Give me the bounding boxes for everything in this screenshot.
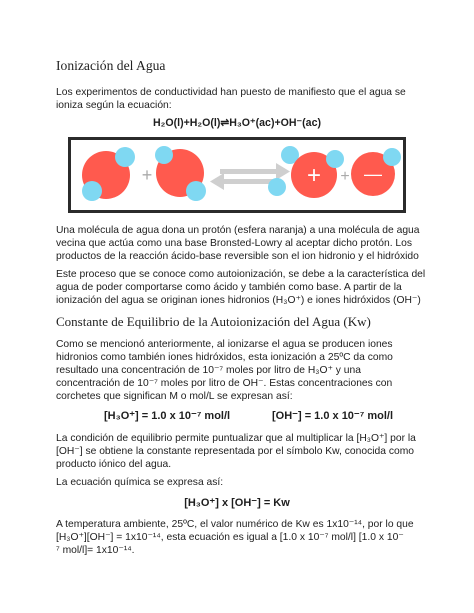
paragraph-4-line-1: La condición de equilibrio permite puntualizar que al multiplicar la [H₃O⁺] por la [56,433,416,444]
paragraph-3-line-1: Como se mencionó anteriormente, al ionizarse el agua se producen iones [56,339,393,350]
hydrogen-atom-4 [383,148,401,166]
paragraph-6-line-1: A temperatura ambiente, 25ºC, el valor numérico de Kw es 1x10⁻¹⁴, por lo que [56,519,414,530]
paragraph-1-line-3: productos de la reacción ácido-base reversible son el ion hidronio y el hidróxido [56,251,419,262]
autoionization-illustration [68,137,406,213]
paragraph-2-line-3: ionización del agua se originan iones hidronios (H₃O⁺) e iones hidróxidos (OH⁻) [56,295,421,306]
intro-line-2: ioniza según la ecuación: [56,100,172,111]
paragraph-1-line-2: vecina que actúa como una base Bronsted-Lowry al aceptar dicho protón. Los [56,238,413,249]
plus-sign-1: + [141,165,153,185]
section-heading-kw: Constante de Equilibrio de la Autoionización del Agua (Kw) [56,314,371,329]
paragraph-3-line-5: corchetes que significan M o mol/L se expresan así: [56,391,293,402]
hydroxide-concentration: [OH⁻] = 1.0 x 10⁻⁷ mol/l [272,410,393,422]
paragraph-6-line-2: [H₃O⁺][OH⁻] = 1x10⁻¹⁴, esta ecuación es igual a [1.0 x 10⁻⁷ mol/l] [1.0 x 10⁻ [56,532,404,543]
intro-line-1: Los experimentos de conductividad han puesto de manifiesto que el agua se [56,87,406,98]
forward-arrow-shaft [220,169,276,174]
paragraph-5: La ecuación química se expresa así: [56,477,224,488]
hydrogen-atom-3b [268,178,286,196]
paragraph-6-line-3: ⁷ mol/l]= 1x10⁻¹⁴. [56,545,135,556]
paragraph-4-line-3: producto iónico del agua. [56,459,172,470]
hydronium-concentration: [H₃O⁺] = 1.0 x 10⁻⁷ mol/l [104,410,231,422]
kw-equation: [H₃O⁺] x [OH⁻] = Kw [184,497,290,509]
hydrogen-atom-2a [155,146,173,164]
paragraph-4-line-2: [OH⁻] se obtiene la constante representada por el símbolo Kw, conocida como [56,446,415,457]
ionization-equation: H₂O(l)+H₂O(l)⇌H₃O⁺(ac)+OH⁻(ac) [153,117,321,129]
hydrogen-atom-2b [186,181,206,201]
hydrogen-atom-3c [326,150,344,168]
hydrogen-atom-1b [82,181,102,201]
paragraph-2-line-1: Este proceso que se conoce como autoionización, se debe a la característica del [56,269,426,280]
paragraph-3-line-2: hidronios como también iones hidróxidos, esta ionización a 25ºC da como [56,352,393,363]
negative-charge-icon: — [364,164,382,184]
plus-sign-2: + [340,168,350,185]
paragraph-2-line-2: agua de poder comportarse como ácido y también como base. A partir de la [56,282,402,293]
paragraph-3-line-4: concentración de 10⁻⁷ moles por litro de OH⁻. Estas concentraciones con [56,378,393,389]
positive-charge-icon: + [306,162,322,189]
page-title: Ionización del Agua [56,58,166,73]
paragraph-3-line-3: resultado una concentración de 10⁻⁷ moles por litro de H₃O⁺ y una [56,365,361,376]
paragraph-1-line-1: Una molécula de agua dona un protón (esfera naranja) a una molécula de agua [56,225,420,236]
hydrogen-atom-1a [115,147,135,167]
